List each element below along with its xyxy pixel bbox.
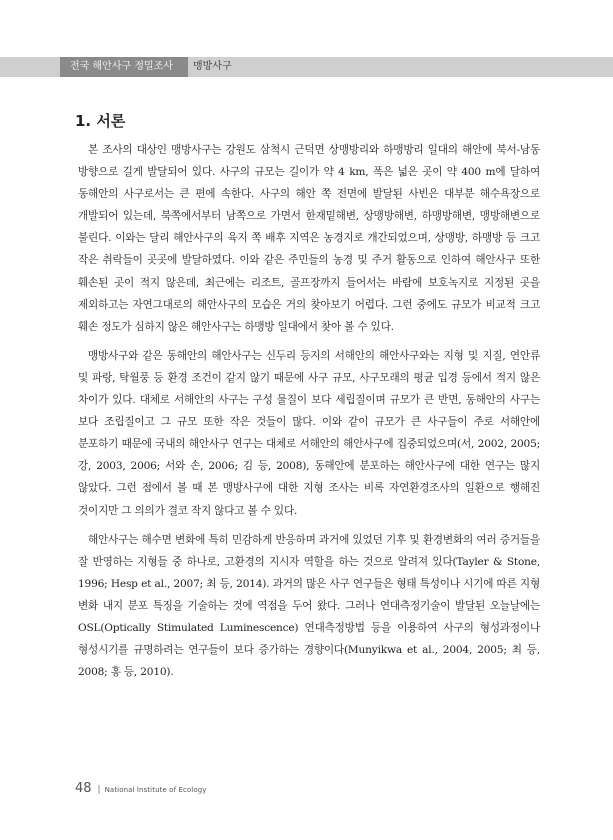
paragraph-3: 해안사구는 해수면 변화에 특히 민감하게 반응하며 과거에 있었던 기후 및 환경변화의 여러 증거들을 잘 반영하는 지형들 중 하나로, 고환경의 지시자 역할을 하는 것으로 알려져 있다(Tayler & Stone, 1996; Hesp et al., 2007; 최 등, 2014). 과거의 많은 사구 연구들은 형태 특성이나 시기에 따른 지형 변화 내지 분포 특징을 기술하는 것에 역점을 두어 왔다. 그러나 연대측정기술이 발달된 오늘날에는 OSL(Optically Stimulated Luminescence) 연대측정방법 등을 이용하여 사구의 형성과정이나 형성시기를 규명하려는 연구들이 보다 증가하는 경향이다(Munyikwa et al., 2004, 2005; 최 등, 2008; 홍 등, 2010). xyxy=(78,533,540,679)
paragraph-1: 본 조사의 대상인 맹방사구는 강원도 삼척시 근덕면 상맹방리와 하맹방리 일대의 해안에 북서-남동 방향으로 길게 발달되어 있다. 사구의 규모는 길이가 약 4 km, 폭은 넓은 곳이 약 400 m에 달하여 동해안의 사구로서는 큰 편에 속한다. 사구의 해안 쪽 전면에 발달된 사빈은 대부분 해수욕장으로 개발되어 있는데, 북쪽에서부터 남쪽으로 가면서 한재밑해변, 상맹방해변, 하맹방해변, 맹방해변으로 불린다. 이와는 달리 해안사구의 육지 쪽 배후 지역은 농경지로 개간되었으며, 상맹방, 하맹방 등 크고 작은 취락들이 곳곳에 발달하였다. 이와 같은 주민들의 농경 및 주거 활동으로 인하여 해안사구 또한 훼손된 곳이 적지 않은데, 최근에는 리조트, 골프장까지 들어서는 바람에 보호녹지로 지정된 곳을 제외하고는 자연그대로의 해안사구의 모습은 거의 찾아보기 어렵다. 그런 중에도 규모가 비교적 크고 훼손 정도가 심하지 않은 해안사구는 하맹방 일대에서 찾아 볼 수 있다. xyxy=(78,144,540,333)
footer-organization: National Institute of Ecology xyxy=(104,786,207,794)
body-text xyxy=(78,139,540,690)
page-number: 48 xyxy=(75,781,92,796)
paragraph-2: 맹방사구와 같은 동해안의 해안사구는 신두리 등지의 서해안의 해안사구와는 지형 및 지질, 연안류 및 파랑, 탁월풍 등 환경 조건이 같지 않기 때문에 사구 규모, 사구모래의 평균 입경 등에서 적지 않은 차이가 있다. 대체로 서해안의 사구는 구성 물질이 보다 세립질이며 규모가 큰 반면, 동해안의 사구는 보다 조립질이고 그 규모 또한 작은 것들이 많다. 이와 같이 규모가 큰 사구들이 주로 서해안에 분포하기 때문에 국내의 해안사구 연구는 대체로 서해안의 해안사구에 집중되었으며(서, 2002, 2005; 강, 2003, 2006; 서와 손, 2006; 김 등, 2008), 동해안에 분포하는 해안사구에 대한 연구는 많지 않았다. 그런 점에서 볼 때 본 맹방사구에 대한 지형 조사는 비록 자연환경조사의 일환으로 행해진 것이지만 그 의의가 결코 작지 않다고 볼 수 있다. xyxy=(78,349,540,517)
section-title: 1. 서론 xyxy=(75,112,126,130)
site-name: 맹방사구 xyxy=(193,61,232,72)
report-title: 전국 해안사구 정밀조사 xyxy=(60,57,188,77)
footer-separator: | xyxy=(97,785,101,795)
page-footer xyxy=(75,777,207,796)
